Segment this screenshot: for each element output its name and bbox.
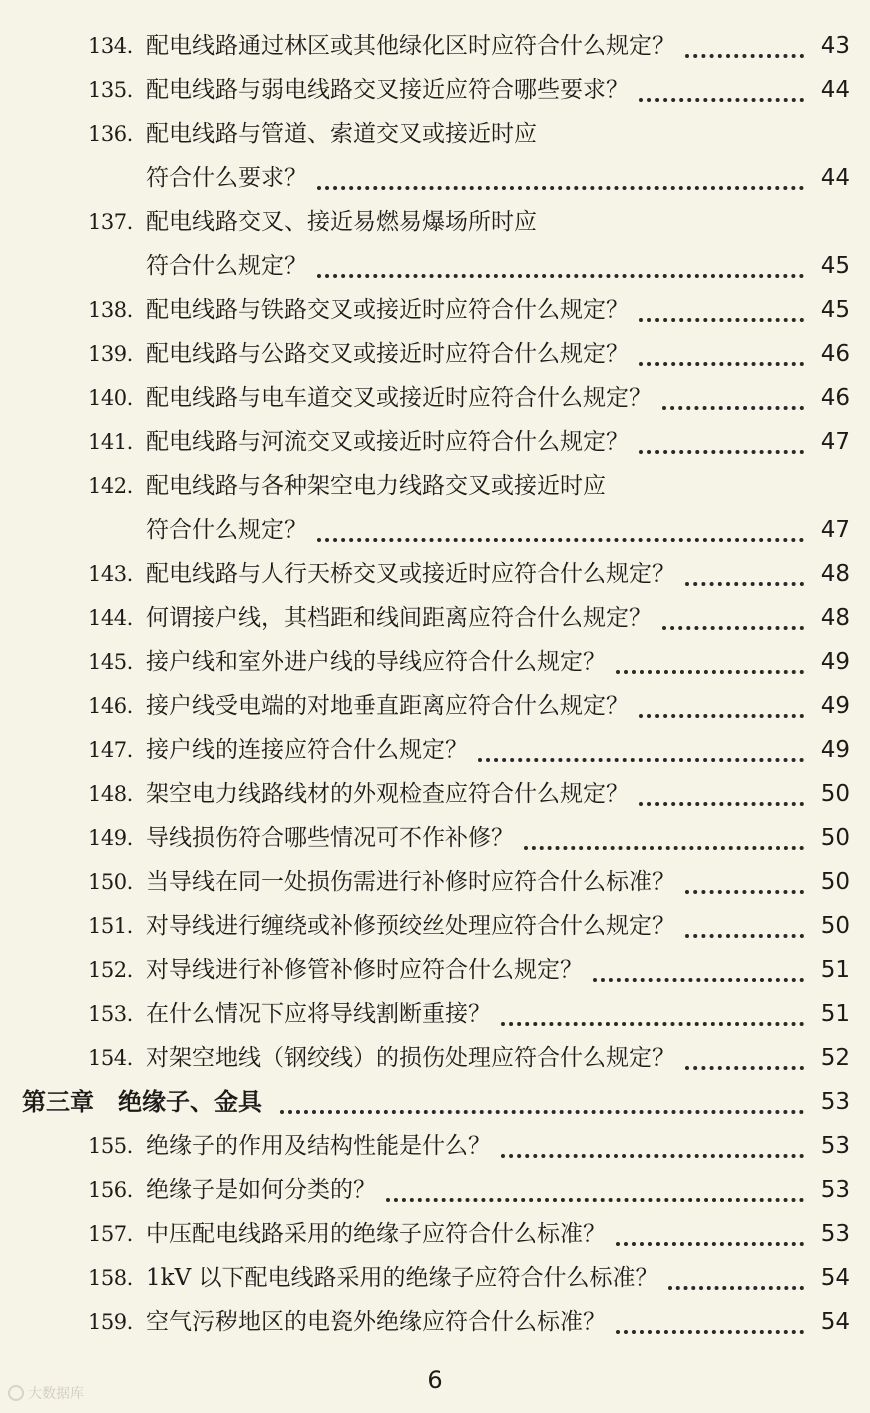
toc-entry[interactable] <box>0 1212 870 1256</box>
entry-page: 48 <box>820 561 850 587</box>
leader-dots <box>616 1326 804 1334</box>
entry-page: 45 <box>820 297 850 323</box>
entry-page: 51 <box>820 1001 850 1027</box>
entry-number: 149. <box>88 826 133 850</box>
toc-entry[interactable] <box>0 552 870 596</box>
chapter-title: 第三章 绝缘子、金具 <box>22 1088 262 1116</box>
leader-dots <box>662 402 804 410</box>
toc-entry[interactable] <box>0 904 870 948</box>
leader-dots <box>501 1018 804 1026</box>
entry-page: 47 <box>820 517 850 543</box>
toc-entry[interactable] <box>0 728 870 772</box>
leader-dots <box>668 1282 804 1290</box>
entry-title: 对导线进行补修管补修时应符合什么规定？ <box>146 957 583 983</box>
entry-page: 50 <box>820 869 850 895</box>
entry-page: 53 <box>820 1177 850 1203</box>
entry-title: 配电线路与各种架空电力线路交叉或接近时应 符合什么规定？ <box>146 473 606 543</box>
chapter-page: 53 <box>820 1089 850 1115</box>
toc-entry[interactable] <box>0 200 870 288</box>
entry-page: 50 <box>820 781 850 807</box>
entry-number: 138. <box>88 298 133 322</box>
entry-page: 48 <box>820 605 850 631</box>
entry-title: 配电线路与人行天桥交叉或接近时应符合什么规定？ <box>146 561 675 587</box>
entry-page: 51 <box>820 957 850 983</box>
leader-dots <box>593 974 804 982</box>
toc-entry[interactable] <box>0 640 870 684</box>
entry-title: 1kV 以下配电线路采用的绝缘子应符合什么标准？ <box>146 1265 659 1291</box>
entry-number: 153. <box>88 1002 133 1026</box>
leader-dots <box>386 1194 804 1202</box>
leader-dots <box>685 1062 804 1070</box>
toc-entry[interactable] <box>0 420 870 464</box>
entry-number: 136. <box>88 122 133 146</box>
leader-dots <box>639 798 804 806</box>
entry-title: 接户线和室外进户线的导线应符合什么规定？ <box>146 649 606 675</box>
leader-dots <box>685 930 804 938</box>
entry-number: 151. <box>88 914 133 938</box>
entry-page: 52 <box>820 1045 850 1071</box>
toc-entry[interactable] <box>0 1300 870 1344</box>
entry-page: 53 <box>820 1133 850 1159</box>
toc-entry[interactable] <box>0 464 870 552</box>
entry-page: 54 <box>820 1265 850 1291</box>
entry-page: 46 <box>820 341 850 367</box>
leader-dots <box>317 182 804 190</box>
entry-number: 158. <box>88 1266 133 1290</box>
leader-dots <box>639 446 804 454</box>
entry-number: 135. <box>88 78 133 102</box>
entry-number: 134. <box>88 34 133 58</box>
entry-number: 145. <box>88 650 133 674</box>
entry-page: 49 <box>820 693 850 719</box>
leader-dots <box>317 534 804 542</box>
leader-dots <box>639 710 804 718</box>
entry-number: 154. <box>88 1046 133 1070</box>
entry-page: 44 <box>820 77 850 103</box>
entry-number: 148. <box>88 782 133 806</box>
entry-title: 接户线受电端的对地垂直距离应符合什么规定？ <box>146 693 629 719</box>
leader-dots <box>616 1238 804 1246</box>
entry-title: 在什么情况下应将导线割断重接？ <box>146 1001 491 1027</box>
entry-title: 绝缘子的作用及结构性能是什么？ <box>146 1133 491 1159</box>
entry-page: 53 <box>820 1221 850 1247</box>
entry-number: 141. <box>88 430 133 454</box>
entry-title: 配电线路与河流交叉或接近时应符合什么规定？ <box>146 429 629 455</box>
table-of-contents <box>0 24 870 1344</box>
toc-entry[interactable] <box>0 1036 870 1080</box>
entry-number: 137. <box>88 210 133 234</box>
entry-page: 45 <box>820 253 850 279</box>
entry-page: 49 <box>820 737 850 763</box>
leader-dots <box>616 666 804 674</box>
entry-page: 49 <box>820 649 850 675</box>
leader-dots <box>639 358 804 366</box>
entry-number: 150. <box>88 870 133 894</box>
entry-title: 中压配电线路采用的绝缘子应符合什么标准？ <box>146 1221 606 1247</box>
toc-entry[interactable] <box>0 596 870 640</box>
entry-title: 配电线路与管道、索道交叉或接近时应 符合什么要求？ <box>146 121 537 191</box>
leader-dots <box>639 314 804 322</box>
page-number: 6 <box>427 1366 443 1394</box>
toc-entry[interactable] <box>0 1168 870 1212</box>
entry-title: 配电线路与公路交叉或接近时应符合什么规定？ <box>146 341 629 367</box>
leader-dots <box>639 94 804 102</box>
leader-dots <box>317 270 804 278</box>
toc-entry[interactable] <box>0 1256 870 1300</box>
entry-number: 146. <box>88 694 133 718</box>
entry-title: 空气污秽地区的电瓷外绝缘应符合什么标准？ <box>146 1309 606 1335</box>
entry-page: 47 <box>820 429 850 455</box>
entry-number: 139. <box>88 342 133 366</box>
entry-number: 156. <box>88 1178 133 1202</box>
watermark <box>8 1383 84 1403</box>
leader-dots <box>524 842 804 850</box>
toc-entry[interactable] <box>0 112 870 200</box>
entry-title: 配电线路与弱电线路交叉接近应符合哪些要求？ <box>146 77 629 103</box>
entry-number: 140. <box>88 386 133 410</box>
leader-dots <box>662 622 804 630</box>
entry-number: 142. <box>88 474 133 498</box>
chapter-heading[interactable] <box>0 1080 870 1124</box>
entry-page: 50 <box>820 825 850 851</box>
entry-number: 152. <box>88 958 133 982</box>
toc-entry[interactable] <box>0 816 870 860</box>
entry-title: 何谓接户线，其档距和线间距离应符合什么规定？ <box>146 605 652 631</box>
entry-title: 配电线路与铁路交叉或接近时应符合什么规定？ <box>146 297 629 323</box>
entry-title: 对架空地线（钢绞线）的损伤处理应符合什么规定？ <box>146 1045 675 1071</box>
entry-title: 配电线路与电车道交叉或接近时应符合什么规定？ <box>146 385 652 411</box>
toc-entry[interactable] <box>0 684 870 728</box>
toc-entry[interactable] <box>0 376 870 420</box>
toc-entry[interactable] <box>0 68 870 112</box>
entry-title: 绝缘子是如何分类的？ <box>146 1177 376 1203</box>
watermark-logo-icon <box>8 1385 24 1401</box>
watermark-text: 大数据库 <box>28 1386 84 1402</box>
toc-entry[interactable] <box>0 948 870 992</box>
entry-page: 46 <box>820 385 850 411</box>
leader-dots <box>685 50 804 58</box>
toc-entry[interactable] <box>0 992 870 1036</box>
entry-page: 50 <box>820 913 850 939</box>
entry-title: 架空电力线路线材的外观检查应符合什么规定？ <box>146 781 629 807</box>
entry-number: 155. <box>88 1134 133 1158</box>
entry-title: 接户线的连接应符合什么规定？ <box>146 737 468 763</box>
toc-entry[interactable] <box>0 332 870 376</box>
leader-dots <box>478 754 804 762</box>
entry-number: 144. <box>88 606 133 630</box>
entry-title: 配电线路交叉、接近易燃易爆场所时应 符合什么规定？ <box>146 209 537 279</box>
toc-entry[interactable] <box>0 24 870 68</box>
toc-entry[interactable] <box>0 1124 870 1168</box>
leader-dots <box>685 578 804 586</box>
entry-number: 157. <box>88 1222 133 1246</box>
toc-entry[interactable] <box>0 288 870 332</box>
entry-number: 143. <box>88 562 133 586</box>
entry-title: 配电线路通过林区或其他绿化区时应符合什么规定？ <box>146 33 675 59</box>
entry-number: 147. <box>88 738 133 762</box>
entry-page: 43 <box>820 33 850 59</box>
leader-dots <box>501 1150 804 1158</box>
leader-dots <box>685 886 804 894</box>
entry-title: 导线损伤符合哪些情况可不作补修？ <box>146 825 514 851</box>
entry-number: 159. <box>88 1310 133 1334</box>
toc-entry[interactable] <box>0 772 870 816</box>
leader-dots <box>280 1106 804 1114</box>
entry-title: 当导线在同一处损伤需进行补修时应符合什么标准？ <box>146 869 675 895</box>
entry-page: 54 <box>820 1309 850 1335</box>
toc-entry[interactable] <box>0 860 870 904</box>
entry-page: 44 <box>820 165 850 191</box>
entry-title: 对导线进行缠绕或补修预绞丝处理应符合什么规定？ <box>146 913 675 939</box>
